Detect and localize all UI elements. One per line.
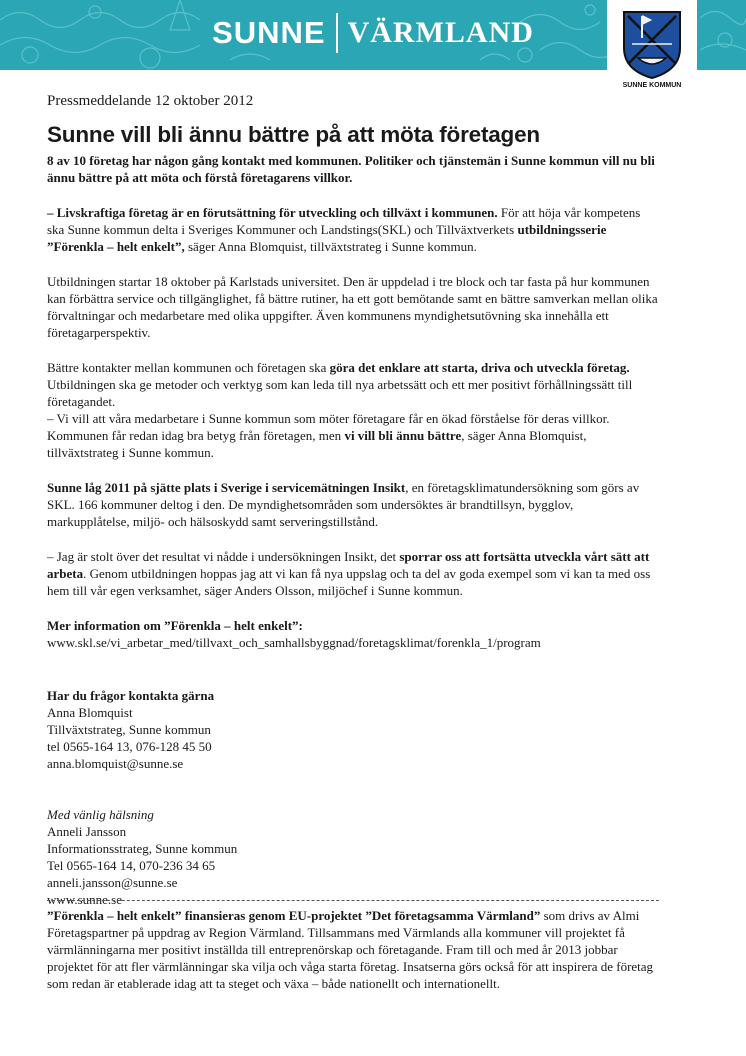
- paragraph-6-bold: sporrar oss att fortsätta utveckla vårt sätt att arbeta: [47, 549, 650, 581]
- brand-sunne: SUNNE: [212, 15, 326, 50]
- paragraph-6-end: . Genom utbildningen hoppas jag att vi kan få nya uppslag och ta del av goda exempel som vi kan ta med oss hem till vår egen verksamhet, säger Anders Olsson, miljöchef i Sunne kommun.: [47, 566, 651, 598]
- paragraph-1: [47, 204, 659, 255]
- paragraph-1-bold: – Livskraftiga företag är en förutsättning för utveckling och tillväxt i kommunen.: [47, 205, 498, 220]
- contact-email[interactable]: anna.blomquist@sunne.se: [47, 756, 184, 771]
- signoff-title: Informationsstrateg, Sunne kommun: [47, 841, 238, 856]
- more-info-heading: [47, 617, 659, 634]
- more-info: [47, 617, 659, 651]
- footer-note: [47, 907, 659, 992]
- signoff-block: [47, 806, 659, 908]
- footer-bold: ”Förenkla – helt enkelt” finansieras genom EU-projektet ”Det företagsamma Värmland”: [47, 908, 541, 923]
- page-title: Sunne vill bli ännu bättre på att möta företagen: [47, 122, 540, 147]
- paragraph-1-bold-2: utbildningsserie ”Förenkla – helt enkelt”,: [47, 222, 607, 254]
- paragraph-5: [47, 479, 659, 530]
- contact-block: [47, 687, 659, 772]
- coat-of-arms-icon: [620, 8, 684, 80]
- paragraph-1-text: För att höja vår kompetens ska Sunne kommun delta i Sveriges Kommuner och Landstings(SKL) och Tillväxtverkets: [47, 205, 641, 237]
- paragraph-3: [47, 359, 659, 410]
- paragraph-2: Utbildningen startar 18 oktober på Karlstads universitet. Den är uppdelad i tre block och tar fasta på hur kommunen kan förbättra service och tillgänglighet, få bättre rutiner, ha ett gott bemötande samt en bättre samverkan mellan olika förvaltningar och medarbetare med olika uppgifter. Även kommunens myndighetsutövning ska innehålla ett företagarperspektiv.: [47, 274, 658, 340]
- more-info-heading-text: Mer information om ”Förenkla – helt enkelt”:: [47, 618, 303, 633]
- lead-paragraph: 8 av 10 företag har någon gång kontakt med kommunen. Politiker och tjänstemän i Sunne kommun vill nu bli ännu bättre på att möta och förstå företagarens villkor.: [47, 153, 655, 185]
- signoff-phone: Tel 0565-164 14, 070-236 34 65: [47, 858, 216, 873]
- contact-title: Tillväxtstrateg, Sunne kommun: [47, 722, 211, 737]
- crest-label: SUNNE KOMMUN: [622, 82, 682, 89]
- footer-divider: [47, 900, 659, 901]
- signoff-greeting: [47, 806, 659, 823]
- paragraph-4-bold: vi vill bli ännu bättre: [344, 428, 462, 443]
- paragraph-5-bold: Sunne låg 2011 på sjätte plats i Sverige i servicemätningen Insikt: [47, 480, 406, 495]
- signoff-email[interactable]: anneli.jansson@sunne.se: [47, 875, 178, 890]
- paragraph-1-end: säger Anna Blomquist, tillväxtstrateg i Sunne kommun.: [184, 239, 477, 254]
- release-date: Pressmeddelande 12 oktober 2012: [47, 93, 254, 109]
- press-release-body: [47, 91, 659, 908]
- municipal-crest: [607, 0, 697, 96]
- paragraph-4-end: , säger Anna Blomquist, tillväxtstrateg i Sunne kommun.: [47, 428, 587, 460]
- brand-divider: [336, 13, 338, 53]
- contact-heading: [47, 687, 659, 704]
- signoff-name: Anneli Jansson: [47, 824, 127, 839]
- paragraph-5-end: , en företagsklimatundersökning som görs av SKL. 166 kommuner deltog i den. De myndighetsområden som undersöktes är brandtillsyn, bygglov, markupplåtelse, miljö- och hälsoskydd samt serveringstillstånd.: [47, 480, 640, 529]
- more-info-link[interactable]: www.skl.se/vi_arbetar_med/tillvaxt_och_samhallsbyggnad/foretagsklimat/forenkla_1/program: [47, 635, 541, 650]
- brand-varmland: VÄRMLAND: [347, 16, 534, 49]
- paragraph-3-end: Utbildningen ska ge metoder och verktyg som kan leda till nya arbetssätt och ett mer positivt förhållningssätt till företagandet.: [47, 377, 633, 409]
- footer-text: som drivs av Almi Företagspartner på uppdrag av Region Värmland. Tillsammans med Värmlands alla kommuner vill projektet få värmlänningarna mer positivt inställda till entreprenörskap och företagande. Fram till och med år 2013 jobbar projektet för att fler värmlänningar ska vilja och våga starta företag. Insatserna görs också för att inspirera de företag som redan är etablerade idag att ta steget och växa – både nationellt och internationellt.: [47, 908, 654, 991]
- paragraph-4: [47, 410, 659, 461]
- paragraph-3-text: Bättre kontakter mellan kommunen och företagen ska: [47, 360, 330, 375]
- paragraph-6-text: – Jag är stolt över det resultat vi nådde i undersökningen Insikt, det: [47, 549, 400, 564]
- signoff-website[interactable]: www.sunne.se: [47, 892, 122, 907]
- contact-name: Anna Blomquist: [47, 705, 133, 720]
- signoff-greeting-text: Med vänlig hälsning: [47, 807, 154, 822]
- contact-phone: tel 0565-164 13, 076-128 45 50: [47, 739, 212, 754]
- paragraph-4-text: – Vi vill att våra medarbetare i Sunne kommun som möter företagare får en ökad förståelse för deras villkor. Kommunen får redan idag bra betyg från företagen, men: [47, 411, 610, 443]
- paragraph-3-bold: göra det enklare att starta, driva och utveckla företag.: [329, 360, 630, 375]
- paragraph-6: [47, 548, 659, 599]
- contact-heading-text: Har du frågor kontakta gärna: [47, 688, 215, 703]
